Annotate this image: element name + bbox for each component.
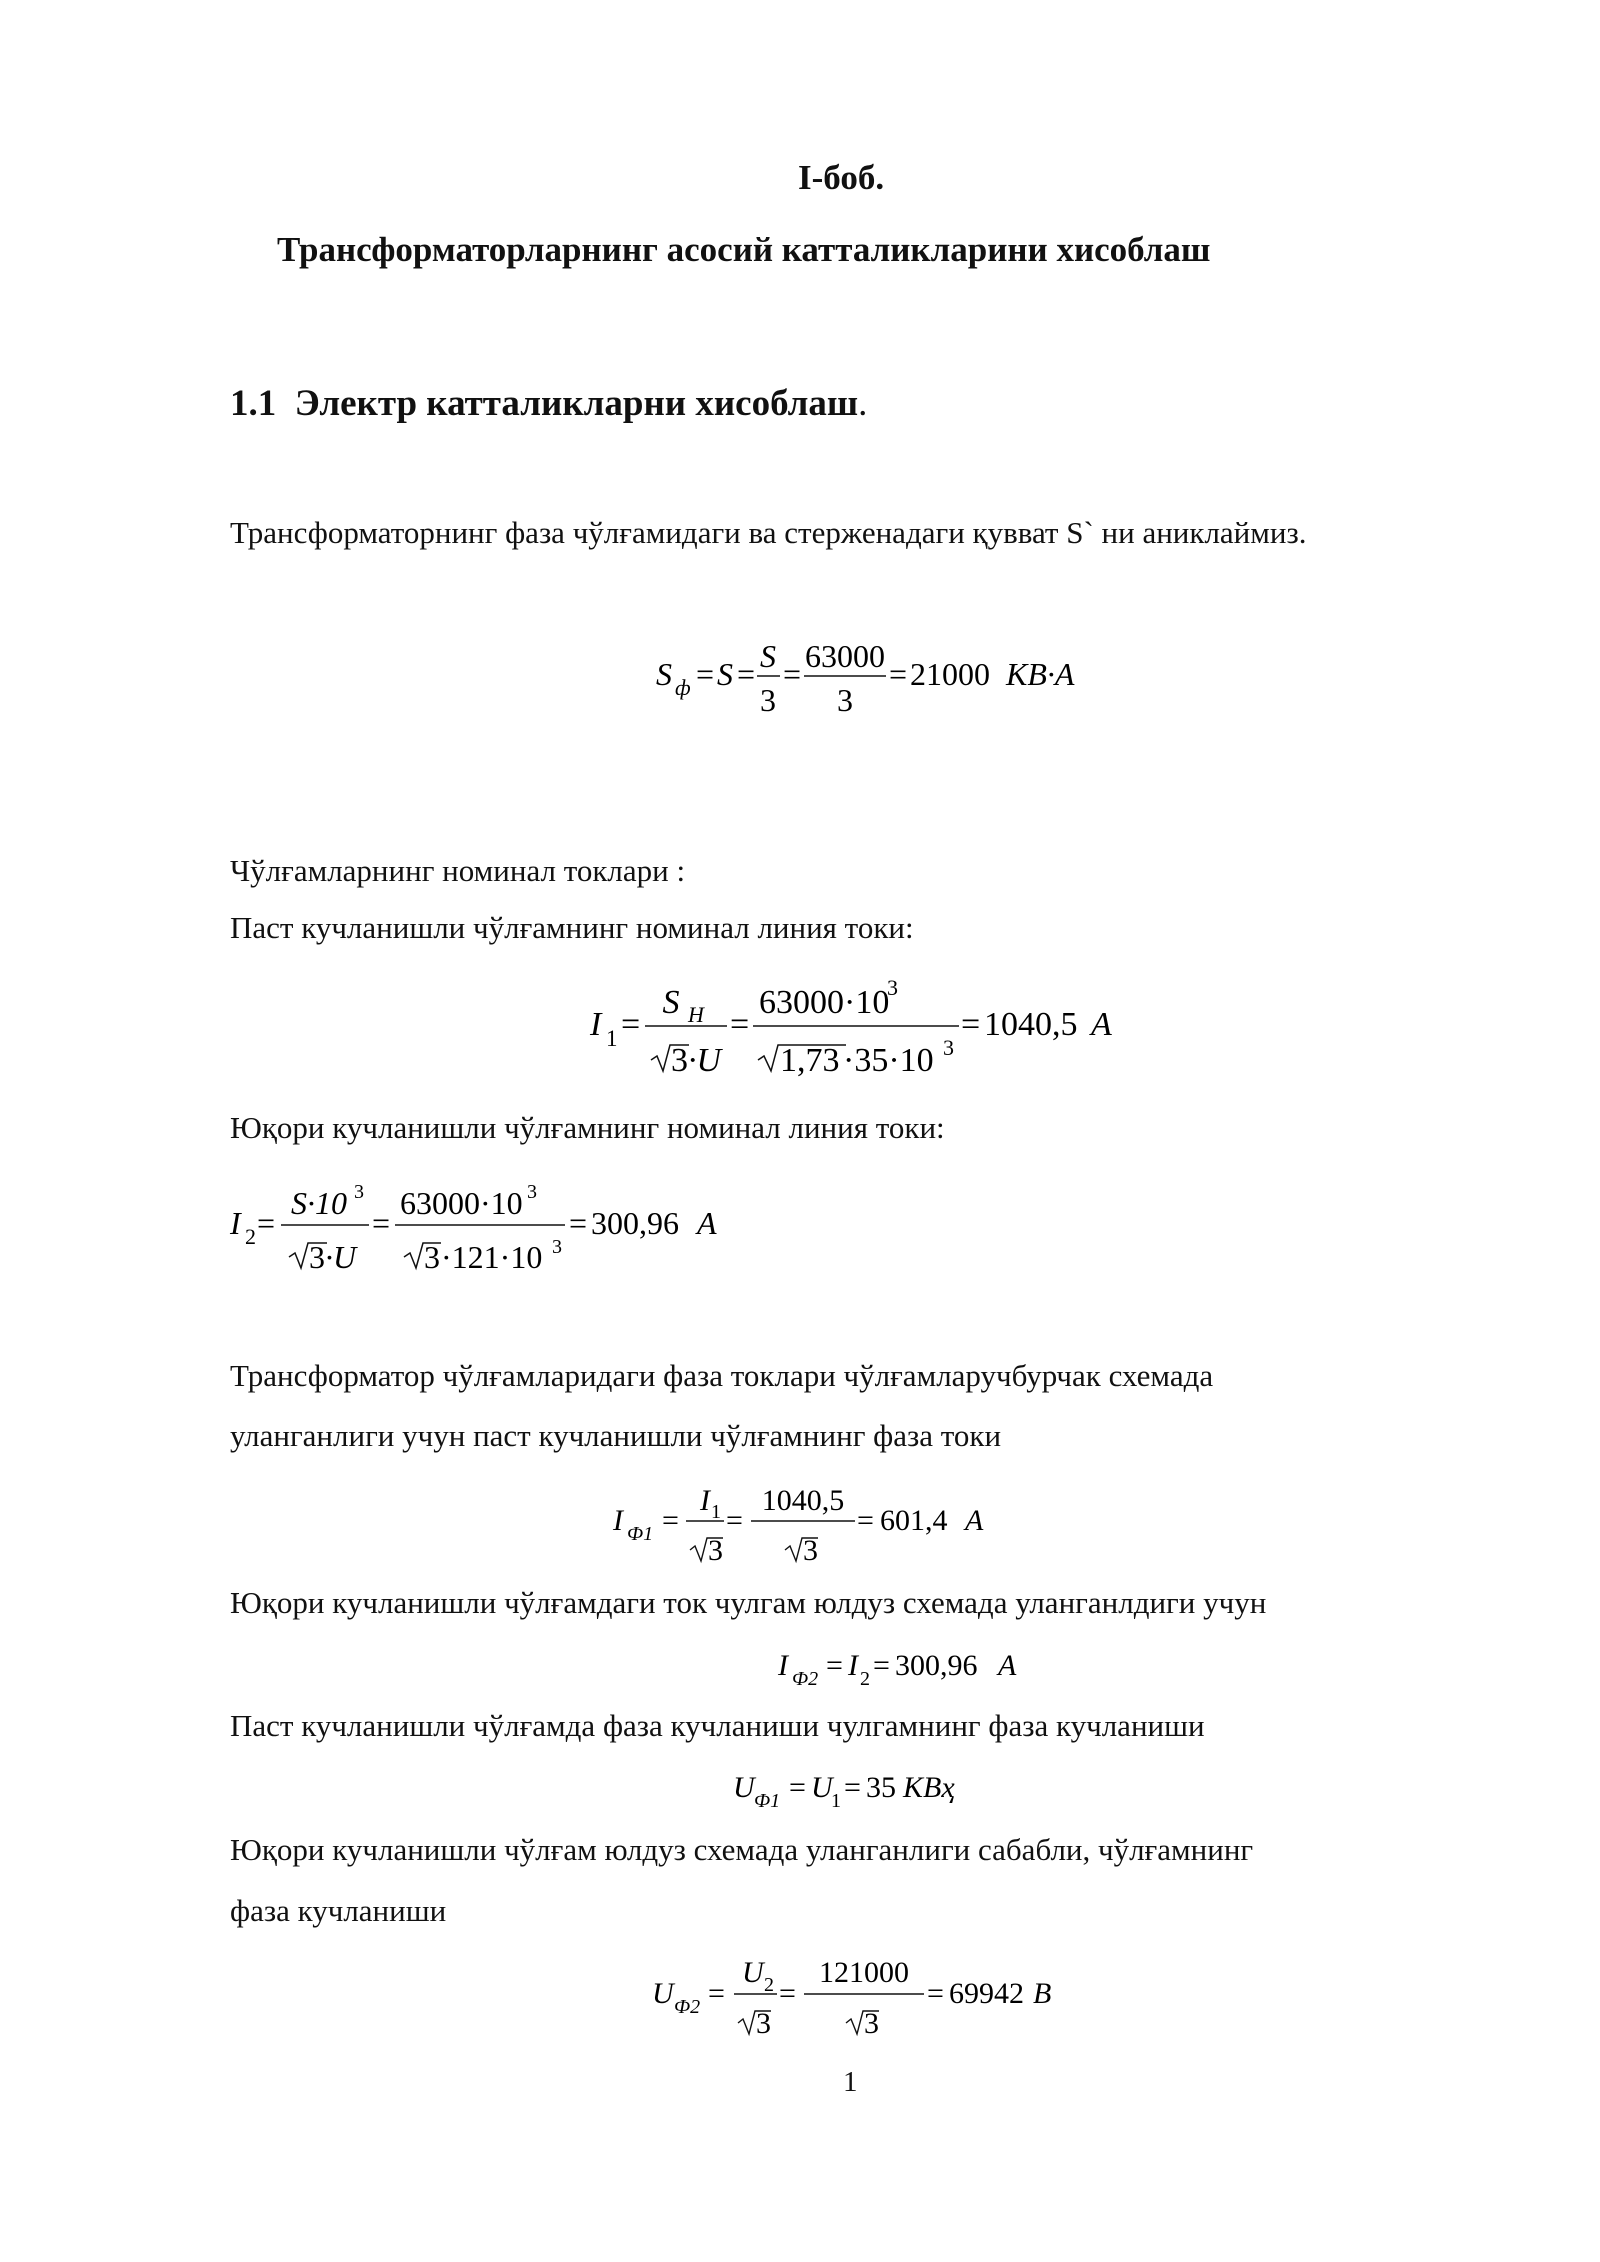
- f1-frac1-num: S: [760, 638, 776, 674]
- f7-eq3: =: [927, 1977, 944, 2010]
- f4-eq2: =: [726, 1504, 743, 1537]
- f7-frac1-den-root: 3: [756, 2007, 771, 2040]
- f6-eq1: =: [789, 1771, 806, 1804]
- section-dot: .: [858, 383, 868, 424]
- paragraph-yulduz-tok: Юқори кучланишли чўлғамдаги ток чулгам юлдуз схемада уланганлдиги учун: [230, 1585, 1267, 1620]
- f1-eq1: =: [696, 656, 715, 692]
- f7-frac2-den-root: 3: [864, 2007, 879, 2040]
- f3-frac1-den-root: 3: [309, 1239, 325, 1275]
- f5-lhs: I: [778, 1649, 788, 1682]
- f3-result: 300,96: [591, 1205, 679, 1241]
- formula-low-voltage-line-current: [585, 965, 1145, 1085]
- f3-frac2-den-root: 3: [424, 1239, 440, 1275]
- f7-eq2: =: [779, 1977, 796, 2010]
- paragraph-past-faza-kuchlanish: Паст кучланишли чўлғамда фаза кучланиши чулгамнинг фаза кучланиши: [230, 1708, 1205, 1743]
- f1-result: 21000: [910, 656, 990, 692]
- chapter-title: Трансформаторларнинг асосий катталикларини хисоблаш: [277, 230, 1211, 269]
- section-heading: [230, 382, 867, 425]
- f2-frac2-den-rest: ·35·10: [843, 1042, 934, 1079]
- f1-frac2-num: 63000: [805, 638, 885, 674]
- f2-frac1-num: S: [662, 984, 680, 1021]
- f3-frac1-num-exp: 3: [354, 1181, 364, 1203]
- f1-lhs-sub: ф: [675, 675, 691, 700]
- f5-eq1: =: [826, 1649, 843, 1682]
- f1-lhs: S: [656, 656, 672, 692]
- section-number: 1.1: [230, 383, 277, 424]
- f3-eq2: =: [372, 1205, 391, 1241]
- f4-result: 601,4: [880, 1504, 948, 1537]
- f2-eq3: =: [961, 1006, 981, 1043]
- f4-frac1-num: I: [700, 1484, 710, 1517]
- f1-unit: KB·A: [1006, 656, 1075, 692]
- section-title: Электр катталикларни хисоблаш: [294, 383, 859, 424]
- f3-eq3: =: [569, 1205, 588, 1241]
- f6-mid: U: [811, 1771, 833, 1804]
- paragraph-nominal-toklar: Чўлғамларнинг номинал токлари :: [230, 853, 686, 888]
- f2-frac2-num: 63000·10: [759, 984, 890, 1021]
- f2-lhs-sub: 1: [606, 1026, 618, 1051]
- f1-frac2-den: 3: [837, 682, 853, 718]
- f5-result: 300,96: [895, 1649, 978, 1682]
- f2-result: 1040,5: [984, 1006, 1078, 1043]
- f3-lhs: I: [230, 1205, 241, 1241]
- f4-eq1: =: [662, 1504, 679, 1537]
- f3-frac2-num: 63000·10: [400, 1185, 523, 1221]
- f2-frac2-den-exp: 3: [943, 1035, 954, 1060]
- f3-frac2-num-exp: 3: [527, 1181, 537, 1203]
- chapter-label: I-боб.: [798, 158, 885, 197]
- paragraph-yuqori-faza-kuchlanish-line1: Юқори кучланишли чўлғам юлдуз схемада уланганлиги сабабли, чўлғамнинг: [230, 1832, 1254, 1867]
- f7-frac2-num: 121000: [819, 1956, 909, 1989]
- f6-result: 35: [866, 1771, 896, 1804]
- f4-eq3: =: [857, 1504, 874, 1537]
- f2-frac1-den-root: 3: [671, 1042, 688, 1079]
- f6-lhs: U: [733, 1771, 755, 1804]
- f3-frac1-den-rest: ·U: [325, 1239, 357, 1275]
- f7-lhs: U: [652, 1977, 674, 2010]
- f5-eq2: =: [873, 1649, 890, 1682]
- f2-frac2-den-root: 1,73: [780, 1042, 840, 1079]
- f5-mid: I: [848, 1649, 858, 1682]
- f3-frac2-den-exp: 3: [552, 1236, 562, 1258]
- f7-result: 69942: [949, 1977, 1024, 2010]
- f6-eq2: =: [844, 1771, 861, 1804]
- f2-frac1-num-sub: H: [688, 1002, 704, 1027]
- f7-unit: B: [1033, 1977, 1052, 2010]
- formula-high-voltage-phase-current: [770, 1640, 1050, 1700]
- f2-frac2-num-exp: 3: [887, 975, 898, 1000]
- f6-unit: KBҳ: [903, 1771, 955, 1804]
- f7-eq1: =: [708, 1977, 725, 2010]
- f3-frac1-num: S·10: [291, 1185, 347, 1221]
- paragraph-faza-toklari-line1: Трансформатор чўлғамларидаги фаза токлари чўлғамларучбурчак схемада: [230, 1358, 1214, 1393]
- f3-lhs-sub: 2: [245, 1224, 256, 1249]
- formula-low-voltage-phase-current: [605, 1470, 1025, 1570]
- f2-lhs: I: [590, 1006, 602, 1043]
- f7-frac1-num: U: [742, 1956, 764, 1989]
- f1-frac1-den: 3: [760, 682, 776, 718]
- paragraph-fazaviy-quvvat: Трансформаторнинг фаза чўлғамидаги ва стерженадаги қувват S` ни аниклаймиз.: [230, 515, 1307, 550]
- paragraph-yuqori-liniya-toki: Юқори кучланишли чўлғамнинг номинал линия токи:: [230, 1110, 945, 1145]
- f5-lhs-sub: Ф2: [792, 1668, 819, 1690]
- f1-eq3: =: [783, 656, 802, 692]
- f4-frac1-num-sub: 1: [711, 1501, 721, 1523]
- f7-frac1-num-sub: 2: [764, 1974, 774, 1996]
- f6-mid-sub: 1: [831, 1790, 841, 1812]
- f3-eq1: =: [257, 1205, 276, 1241]
- f4-lhs-sub: Ф1: [627, 1523, 654, 1545]
- f4-frac2-den-root: 3: [803, 1534, 818, 1567]
- f5-unit: A: [998, 1649, 1017, 1682]
- f4-unit: A: [965, 1504, 984, 1537]
- f1-eq4: =: [889, 656, 908, 692]
- formula-low-voltage-phase-voltage: [725, 1762, 1005, 1822]
- f3-unit: A: [697, 1205, 717, 1241]
- f4-frac1-den-root: 3: [708, 1534, 723, 1567]
- f7-lhs-sub: Ф2: [674, 1996, 701, 2018]
- paragraph-yuqori-faza-kuchlanish-line2: фаза кучланиши: [230, 1893, 447, 1928]
- formula-high-voltage-line-current: [225, 1170, 745, 1280]
- f2-eq1: =: [621, 1006, 641, 1043]
- f1-eq2: =: [737, 656, 756, 692]
- paragraph-past-liniya-toki: Паст кучланишли чўлғамнинг номинал линия токи:: [230, 910, 914, 945]
- f2-frac1-den-rest: ·U: [688, 1042, 722, 1079]
- f5-mid-sub: 2: [860, 1668, 870, 1690]
- paragraph-faza-toklari-line2: уланганлиги учун паст кучланишли чўлғамнинг фаза токи: [230, 1418, 1002, 1453]
- f6-lhs-sub: Ф1: [754, 1790, 781, 1812]
- formula-high-voltage-phase-voltage: [640, 1945, 1080, 2045]
- f4-frac2-num: 1040,5: [761, 1484, 845, 1517]
- page-number: 1: [843, 2066, 858, 2098]
- f3-frac2-den-rest: ·121·10: [441, 1239, 543, 1275]
- f2-eq2: =: [730, 1006, 750, 1043]
- formula-phase-power: [640, 625, 1160, 725]
- f4-lhs: I: [613, 1504, 623, 1537]
- f1-s: S: [717, 656, 733, 692]
- f2-unit: A: [1091, 1006, 1112, 1043]
